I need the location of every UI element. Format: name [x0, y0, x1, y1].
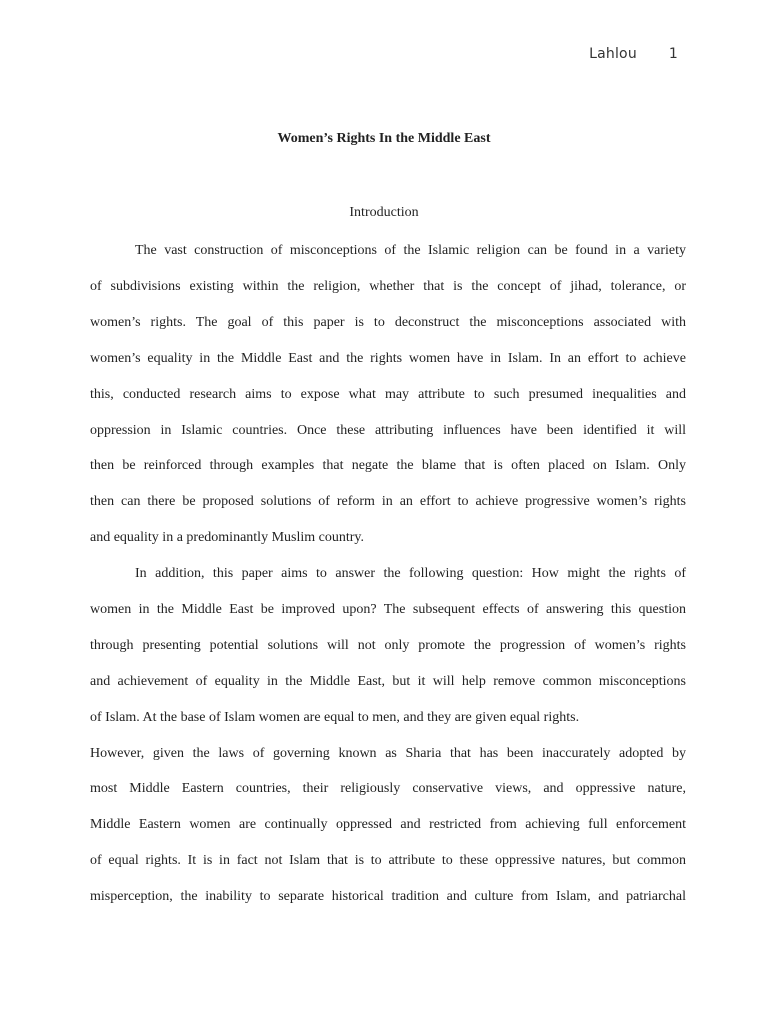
paragraph-line: The vast construction of misconceptions of the Islamic religion can be found in a variety: [135, 243, 686, 258]
header-page-number: 1: [668, 46, 678, 62]
paragraph-line: of Islam. At the base of Islam women are equal to men, and they are given equal rights.: [90, 709, 580, 725]
paragraph-line: then be reinforced through examples that negate the blame that is often placed on Islam. Only: [90, 458, 686, 474]
paragraph-line: most Middle Eastern countries, their religiously conservative views, and oppressive nature,: [90, 781, 686, 797]
header-author: Lahlou: [589, 46, 637, 62]
paragraph-line: In addition, this paper aims to answer the following question: How might the rights of: [135, 566, 686, 581]
running-header: [589, 46, 678, 62]
paragraph-line: of subdivisions existing within the religion, whether that is the concept of jihad, tolerance, or: [90, 278, 686, 294]
paragraph-line: and achievement of equality in the Middle East, but it will help remove common misconceptions: [90, 673, 686, 689]
paragraph-line: However, given the laws of governing known as Sharia that has been inaccurately adopted by: [90, 745, 686, 761]
paragraph-2: [90, 556, 686, 915]
paragraph-line: Middle Eastern women are continually oppressed and restricted from achieving full enforcement: [90, 817, 686, 833]
paragraph-line: then can there be proposed solutions of reform in an effort to achieve progressive women’s rights: [90, 494, 686, 510]
paragraph-line: oppression in Islamic countries. Once these attributing influences have been identified it will: [90, 422, 686, 438]
document-title: Women’s Rights In the Middle East: [277, 131, 491, 146]
paragraph-line: women in the Middle East be improved upon? The subsequent effects of answering this question: [90, 601, 686, 617]
section-heading-introduction: Introduction: [349, 205, 419, 220]
paragraph-line: misperception, the inability to separate historical tradition and culture from Islam, and patriarchal: [90, 889, 686, 905]
paragraph-line: through presenting potential solutions will not only promote the progression of women’s rights: [90, 637, 686, 653]
paragraph-line: of equal rights. It is in fact not Islam that is to attribute to these oppressive natures, but common: [90, 853, 686, 869]
paragraph-line: women’s rights. The goal of this paper is to deconstruct the misconceptions associated with: [90, 314, 686, 330]
paragraph-line: women’s equality in the Middle East and the rights women have in Islam. In an effort to achieve: [90, 350, 686, 366]
paragraph-1: [90, 233, 686, 556]
paragraph-line: this, conducted research aims to expose what may attribute to such presumed inequalities and: [90, 386, 686, 402]
paragraph-line: and equality in a predominantly Muslim country.: [90, 530, 364, 546]
